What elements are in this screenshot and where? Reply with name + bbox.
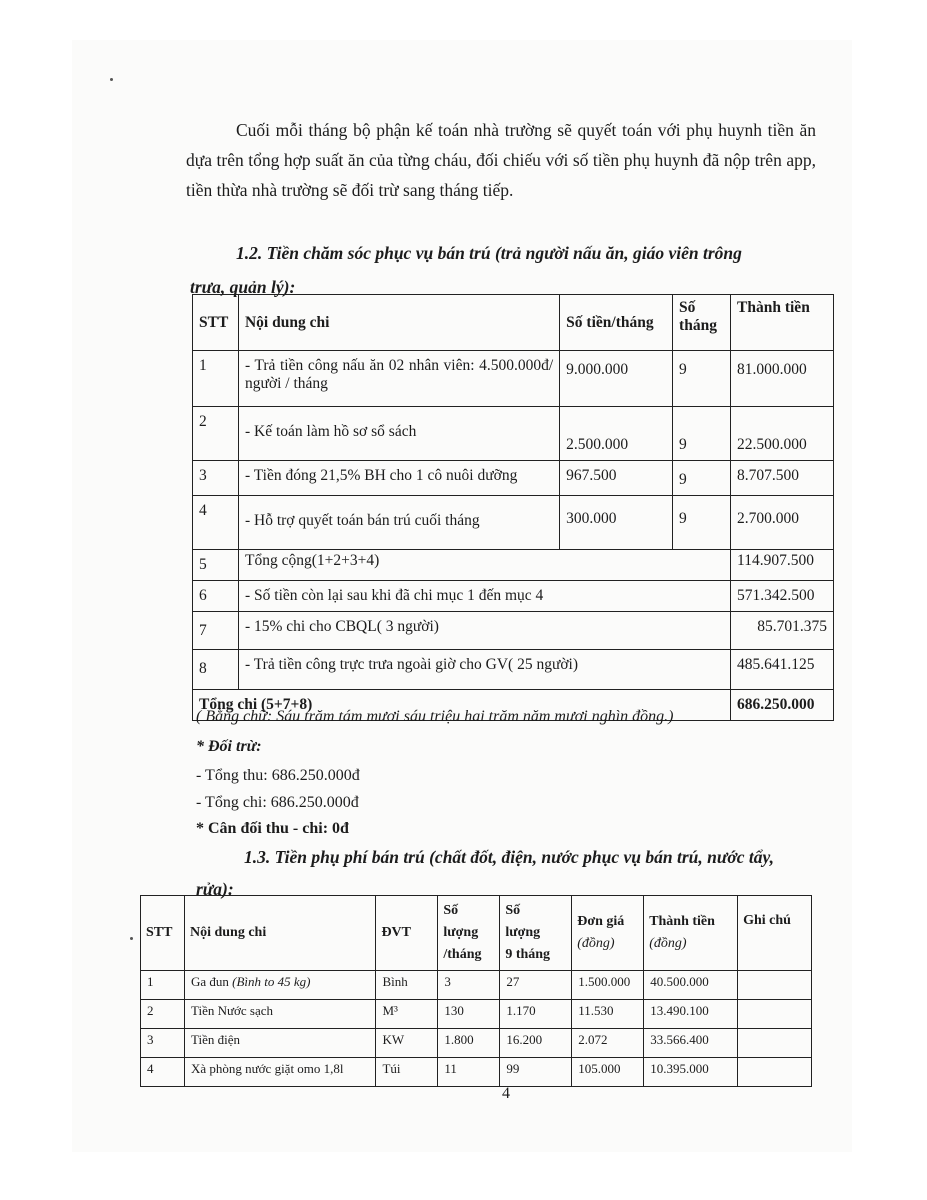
cell-amount: 300.000: [560, 496, 673, 550]
section-1-2-title-cont: trưa, quản lý):: [190, 277, 296, 297]
cell-note: [738, 1029, 812, 1058]
cell-unit: Túi: [376, 1058, 438, 1087]
cell-price: 105.000: [572, 1058, 644, 1087]
cell-content: Xà phòng nước giặt omo 1,8l: [184, 1058, 375, 1087]
cell-content: - Trả tiền công nấu ăn 02 nhân viên: 4.500.000đ/ người / tháng: [238, 351, 559, 407]
table-row: [193, 496, 834, 550]
cell-total: 8.707.500: [731, 461, 834, 496]
cell-price: 11.530: [572, 1000, 644, 1029]
col-unit: ĐVT: [376, 896, 438, 971]
cell-price: 2.072: [572, 1029, 644, 1058]
col-qty-9-l2: lượng: [505, 925, 541, 940]
cell-total: 13.490.100: [644, 1000, 738, 1029]
cell-content: Tổng cộng(1+2+3+4): [238, 550, 730, 581]
col-stt: STT: [141, 896, 185, 971]
col-content: Nội dung chi: [184, 896, 375, 971]
cell-qty-9: 1.170: [500, 1000, 572, 1029]
cell-total: 571.342.500: [731, 581, 834, 612]
col-qty-month: [438, 896, 500, 971]
col-qty-9-l1: Số: [505, 903, 521, 918]
cell-stt: 3: [193, 461, 239, 496]
col-total: Thành tiền: [731, 295, 834, 351]
table-row: [141, 971, 812, 1000]
section-1-3-title-cont: rửa):: [196, 879, 234, 899]
table-row: [193, 461, 834, 496]
col-content: Nội dung chi: [238, 295, 559, 351]
cell-note: [738, 971, 812, 1000]
childcare-cost-table: [192, 294, 834, 721]
grand-total-value: 686.250.000: [731, 690, 834, 721]
cell-stt: 8: [193, 650, 239, 690]
cell-content: - Tiền đóng 21,5% BH cho 1 cô nuôi dưỡng: [238, 461, 559, 496]
cell-content: Tiền Nước sạch: [184, 1000, 375, 1029]
cell-amount: 967.500: [560, 461, 673, 496]
cell-unit: Bình: [376, 971, 438, 1000]
cell-content: - Kế toán làm hồ sơ sổ sách: [238, 407, 559, 461]
col-months: Số tháng: [673, 295, 731, 351]
total-expense: - Tổng chi: 686.250.000đ: [196, 794, 359, 811]
cell-content: - Số tiền còn lại sau khi đã chi mục 1 đến mục 4: [238, 581, 730, 612]
col-note: Ghi chú: [738, 896, 812, 971]
table-row: [193, 650, 834, 690]
table-row: [141, 1029, 812, 1058]
scan-speck: [130, 937, 133, 940]
cell-content: - Trả tiền công trực trưa ngoài giờ cho GV( 25 người): [238, 650, 730, 690]
cell-qty-9: 16.200: [500, 1029, 572, 1058]
cell-total: 22.500.000: [731, 407, 834, 461]
table-row: [193, 550, 834, 581]
section-1-2-title: 1.2. Tiền chăm sóc phục vụ bán trú (trả người nấu ăn, giáo viên trông: [236, 243, 742, 263]
col-qty-month-l1: Số: [443, 903, 459, 918]
cell-qty-month: 3: [438, 971, 500, 1000]
cell-note: [738, 1058, 812, 1087]
table-row: [193, 407, 834, 461]
cell-qty-9: 99: [500, 1058, 572, 1087]
cell-stt: 7: [193, 612, 239, 650]
cell-note: [738, 1000, 812, 1029]
col-total: [644, 896, 738, 971]
cell-total: 114.907.500: [731, 550, 834, 581]
table-row: [193, 612, 834, 650]
offset-title: * Đối trừ:: [196, 738, 262, 755]
cell-content: [184, 971, 375, 1000]
cell-unit: KW: [376, 1029, 438, 1058]
cell-total: 85.701.375: [731, 612, 834, 650]
col-qty-month-l3: /tháng: [443, 947, 482, 962]
col-amount: Số tiền/tháng: [560, 295, 673, 351]
cell-months: 9: [673, 407, 731, 461]
cell-stt: 4: [141, 1058, 185, 1087]
cell-amount: 2.500.000: [560, 407, 673, 461]
section-1-3-title: 1.3. Tiền phụ phí bán trú (chất đốt, điện, nước phục vụ bán trú, nước tẩy,: [244, 847, 774, 867]
grand-total-label: Tổng chi (5+7+8): [193, 690, 731, 721]
cell-stt: 6: [193, 581, 239, 612]
cell-amount: 9.000.000: [560, 351, 673, 407]
amount-in-words: ( Bằng chữ: Sáu trăm tám mươi sáu triệu hai trăm năm mươi nghìn đồng.): [196, 708, 674, 725]
cell-total: 33.566.400: [644, 1029, 738, 1058]
cell-total: 81.000.000: [731, 351, 834, 407]
col-stt: STT: [193, 295, 239, 351]
cell-content-note: (Bình to 45 kg): [232, 974, 311, 989]
col-total-label: Thành tiền: [649, 914, 715, 929]
cell-content: - Hỗ trợ quyết toán bán trú cuối tháng: [238, 496, 559, 550]
cell-price: 1.500.000: [572, 971, 644, 1000]
table-header-row: [193, 295, 834, 351]
cell-stt: 2: [141, 1000, 185, 1029]
cell-qty-month: 1.800: [438, 1029, 500, 1058]
cell-qty-month: 130: [438, 1000, 500, 1029]
intro-paragraph: Cuối mỗi tháng bộ phận kế toán nhà trường sẽ quyết toán với phụ huynh tiền ăn dựa trên tổng hợp suất ăn của từng cháu, đối chiếu với số tiền phụ huynh đã nộp trên app, tiền thừa nhà trường sẽ đối trừ sang tháng tiếp.: [186, 120, 816, 200]
cell-stt: 5: [193, 550, 239, 581]
page-number: 4: [502, 1085, 510, 1102]
total-income: - Tổng thu: 686.250.000đ: [196, 767, 360, 784]
cell-total: 10.395.000: [644, 1058, 738, 1087]
cell-months: 9: [673, 351, 731, 407]
table-row: [193, 351, 834, 407]
auxiliary-fee-table: [140, 895, 812, 1087]
table-row: [141, 1000, 812, 1029]
cell-content: Tiền điện: [184, 1029, 375, 1058]
table-row: [141, 1058, 812, 1087]
cell-unit: M³: [376, 1000, 438, 1029]
cell-qty-9: 27: [500, 971, 572, 1000]
col-price: [572, 896, 644, 971]
col-qty-month-l2: lượng: [443, 925, 479, 940]
cell-qty-month: 11: [438, 1058, 500, 1087]
cell-stt: 1: [141, 971, 185, 1000]
col-price-unit: (đồng): [577, 936, 615, 951]
cell-stt: 4: [193, 496, 239, 550]
cell-stt: 1: [193, 351, 239, 407]
balance-line: * Cân đối thu - chi: 0đ: [196, 820, 349, 837]
cell-content-text: Ga đun: [190, 974, 233, 989]
col-qty-9: [500, 896, 572, 971]
cell-total: 2.700.000: [731, 496, 834, 550]
cell-total: 40.500.000: [644, 971, 738, 1000]
cell-stt: 3: [141, 1029, 185, 1058]
col-total-unit: (đồng): [649, 936, 687, 951]
table-header-row: [141, 896, 812, 971]
cell-months: 9: [673, 461, 731, 496]
cell-months: 9: [673, 496, 731, 550]
scan-speck: [110, 78, 113, 81]
cell-stt: 2: [193, 407, 239, 461]
col-price-label: Đơn giá: [577, 914, 625, 929]
table-row: [193, 581, 834, 612]
cell-content: - 15% chi cho CBQL( 3 người): [238, 612, 730, 650]
cell-total: 485.641.125: [731, 650, 834, 690]
col-qty-9-l3: 9 tháng: [505, 947, 551, 962]
